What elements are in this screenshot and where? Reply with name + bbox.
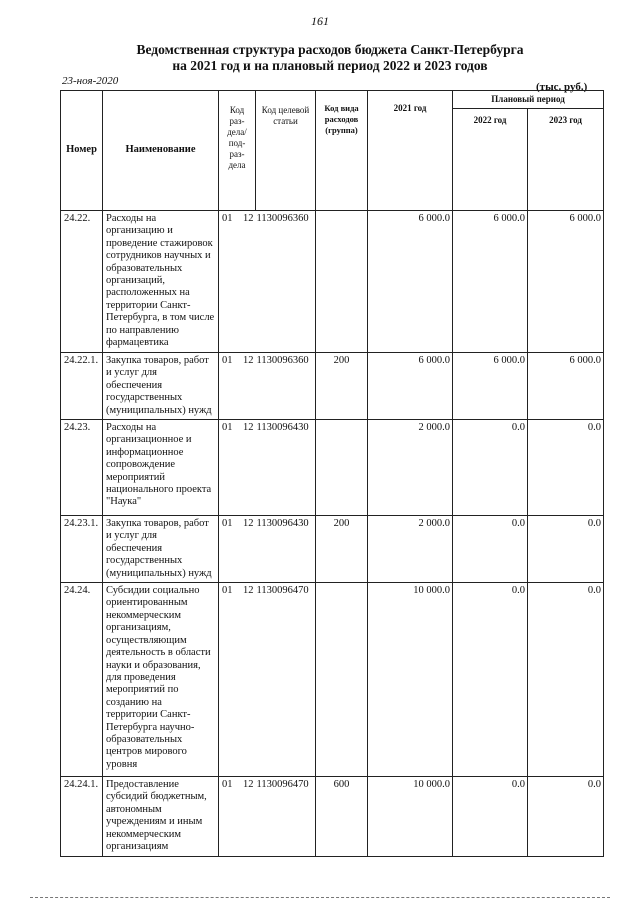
row-2023: 6 000.0 bbox=[528, 353, 604, 420]
row-2023: 0.0 bbox=[528, 583, 604, 777]
row-2021: 2 000.0 bbox=[368, 516, 453, 583]
row-number: 24.23.1. bbox=[61, 516, 103, 583]
header-2023: 2023 год bbox=[528, 109, 604, 211]
row-division: 01 bbox=[219, 516, 239, 583]
row-expense-type bbox=[316, 420, 368, 516]
header-number: Номер bbox=[61, 91, 103, 211]
row-subdivision: 12 bbox=[239, 353, 256, 420]
row-subdivision: 12 bbox=[239, 211, 256, 353]
row-2021: 2 000.0 bbox=[368, 420, 453, 516]
row-2022: 0.0 bbox=[453, 777, 528, 857]
row-2022: 6 000.0 bbox=[453, 353, 528, 420]
table-row bbox=[61, 353, 604, 420]
row-2022: 0.0 bbox=[453, 420, 528, 516]
row-name: Расходы на организационное и информационное сопровождение мероприятий национального проекта "Наука" bbox=[103, 420, 219, 516]
row-2023: 0.0 bbox=[528, 516, 604, 583]
row-number: 24.24.1. bbox=[61, 777, 103, 857]
row-target: 1130096470 bbox=[256, 777, 316, 857]
row-division: 01 bbox=[219, 583, 239, 777]
table-row bbox=[61, 420, 604, 516]
row-target: 1130096360 bbox=[256, 353, 316, 420]
header-planned-period: Плановый период bbox=[453, 91, 604, 109]
row-number: 24.22.1. bbox=[61, 353, 103, 420]
row-target: 1130096430 bbox=[256, 516, 316, 583]
row-name: Закупка товаров, работ и услуг для обеспечения государственных (муниципальных) нужд bbox=[103, 516, 219, 583]
row-subdivision: 12 bbox=[239, 420, 256, 516]
row-2023: 0.0 bbox=[528, 777, 604, 857]
row-name: Закупка товаров, работ и услуг для обеспечения государственных (муниципальных) нужд bbox=[103, 353, 219, 420]
scan-artifact-line bbox=[30, 897, 610, 898]
header-2022: 2022 год bbox=[453, 109, 528, 211]
table-row bbox=[61, 516, 604, 583]
header-target: Код целевой статьи bbox=[256, 91, 316, 211]
row-2021: 6 000.0 bbox=[368, 211, 453, 353]
header-name: Наименование bbox=[103, 91, 219, 211]
title-line-2: на 2021 год и на плановый период 2022 и 2023 годов bbox=[172, 58, 488, 73]
row-2022: 0.0 bbox=[453, 583, 528, 777]
row-expense-type bbox=[316, 211, 368, 353]
row-division: 01 bbox=[219, 777, 239, 857]
row-2023: 0.0 bbox=[528, 420, 604, 516]
row-number: 24.22. bbox=[61, 211, 103, 353]
row-name: Субсидии социально ориентированным некоммерческим организациям, осуществляющим деятельность в области науки и образования, для проведения мероприятий по созданию на территории Санкт-Петербурга научно-образовательных центров мирового уровня bbox=[103, 583, 219, 777]
row-division: 01 bbox=[219, 211, 239, 353]
row-2022: 0.0 bbox=[453, 516, 528, 583]
table-row bbox=[61, 211, 604, 353]
title-line-1: Ведомственная структура расходов бюджета Санкт-Петербурга bbox=[136, 42, 524, 57]
table-row bbox=[61, 777, 604, 857]
row-name: Предоставление субсидий бюджетным, автономным учреждениям и иным некоммерческим организациям bbox=[103, 777, 219, 857]
row-2021: 10 000.0 bbox=[368, 583, 453, 777]
header-expense-type: Код вида расходов (группа) bbox=[316, 91, 368, 211]
row-expense-type: 200 bbox=[316, 353, 368, 420]
row-target: 1130096430 bbox=[256, 420, 316, 516]
table-row bbox=[61, 583, 604, 777]
row-2022: 6 000.0 bbox=[453, 211, 528, 353]
row-2021: 10 000.0 bbox=[368, 777, 453, 857]
row-name: Расходы на организацию и проведение стажировок сотрудников научных и образовательных организаций, расположенных на территории Санкт-Петербурга, в том числе по направлению фармацевтика bbox=[103, 211, 219, 353]
row-division: 01 bbox=[219, 353, 239, 420]
header-section: Код раз-дела/ под-раз-дела bbox=[219, 91, 256, 211]
row-expense-type: 200 bbox=[316, 516, 368, 583]
row-subdivision: 12 bbox=[239, 583, 256, 777]
row-expense-type bbox=[316, 583, 368, 777]
row-target: 1130096360 bbox=[256, 211, 316, 353]
document-date: 23-ноя-2020 bbox=[62, 75, 119, 87]
units-label: (тыс. руб.) bbox=[536, 81, 588, 93]
page-number: 161 bbox=[311, 14, 329, 28]
document-title bbox=[90, 42, 570, 74]
row-number: 24.23. bbox=[61, 420, 103, 516]
row-subdivision: 12 bbox=[239, 777, 256, 857]
row-target: 1130096470 bbox=[256, 583, 316, 777]
row-division: 01 bbox=[219, 420, 239, 516]
header-2021: 2021 год bbox=[368, 91, 453, 211]
row-2023: 6 000.0 bbox=[528, 211, 604, 353]
row-expense-type: 600 bbox=[316, 777, 368, 857]
row-2021: 6 000.0 bbox=[368, 353, 453, 420]
budget-table bbox=[60, 90, 604, 857]
row-subdivision: 12 bbox=[239, 516, 256, 583]
row-number: 24.24. bbox=[61, 583, 103, 777]
